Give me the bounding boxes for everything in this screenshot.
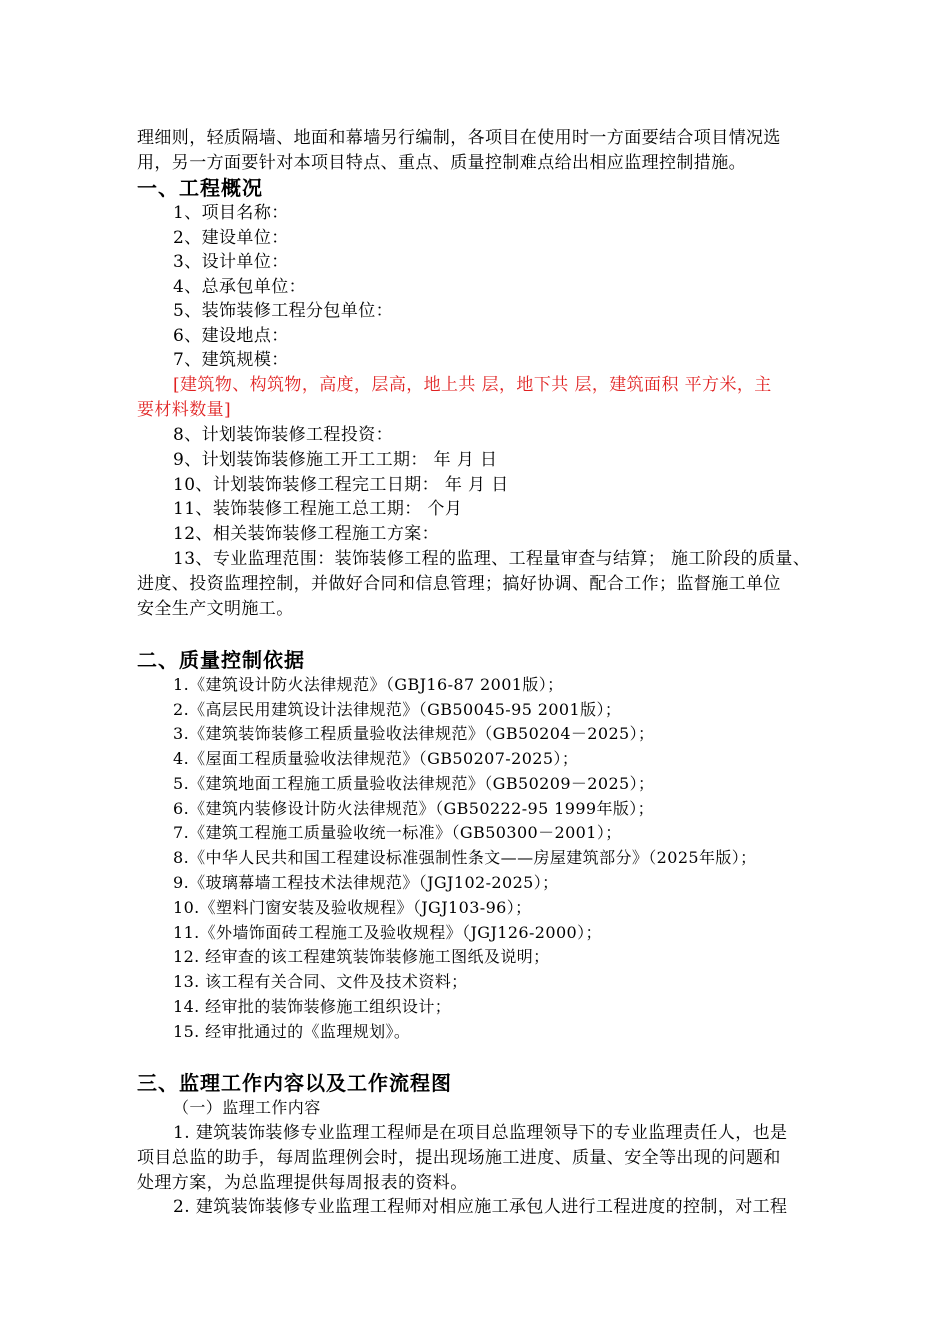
list-item: 12、相关装饰装修工程施工方案： xyxy=(173,524,440,544)
list-item: 3、设计单位： xyxy=(173,252,289,272)
paragraph-1-line-3: 处理方案，为总监理提供每周报表的资料。 xyxy=(137,1173,468,1193)
list-item: 1.《建筑设计防火法律规范》（GBJ16-87 2001版）； xyxy=(173,675,564,694)
list-item: 6、建设地点： xyxy=(173,326,289,346)
list-item: 1、项目名称： xyxy=(173,203,289,223)
list-item: 2、建设单位： xyxy=(173,228,289,248)
list-item: 5.《建筑地面工程施工质量验收法律规范》（GB50209－2025）； xyxy=(173,774,655,793)
section-1-heading: 一、工程概况 xyxy=(137,176,263,200)
item-13-line-3: 安全生产文明施工。 xyxy=(137,599,294,619)
section-2-heading: 二、质量控制依据 xyxy=(137,648,305,672)
list-item: 13. 该工程有关合同、文件及技术资料； xyxy=(173,972,468,991)
list-item: 9.《玻璃幕墙工程技术法律规范》（JGJ102-2025）； xyxy=(173,873,559,892)
list-item: 10、计划装饰装修工程完工日期： 年 月 日 xyxy=(173,475,509,495)
list-item: 11.《外墙饰面砖工程施工及验收规程》（JGJ126-2000）； xyxy=(173,923,602,942)
list-item: 3.《建筑装饰装修工程质量验收法律规范》（GB50204－2025）； xyxy=(173,724,655,743)
list-item: 12. 经审查的该工程建筑装饰装修施工图纸及说明； xyxy=(173,947,550,966)
item-13-line-1: 13、专业监理范围：装饰装修工程的监理、工程量审查与结算； 施工阶段的质量、 xyxy=(173,549,811,569)
list-item: 14. 经审批的装饰装修施工组织设计； xyxy=(173,997,452,1016)
list-item: 15. 经审批通过的《监理规划》。 xyxy=(173,1022,411,1041)
list-item: 9、计划装饰装修施工开工工期： 年 月 日 xyxy=(173,450,498,470)
list-item: 5、装饰装修工程分包单位： xyxy=(173,301,394,321)
subsection-heading: （一）监理工作内容 xyxy=(173,1098,321,1117)
list-item: 4、总承包单位： xyxy=(173,277,307,297)
intro-line-1: 理细则，轻质隔墙、地面和幕墙另行编制，各项目在使用时一方面要结合项目情况选 xyxy=(137,128,781,148)
list-item: 6.《建筑内装修设计防火法律规范》（GB50222-95 1999年版）； xyxy=(173,799,655,818)
list-item: 8.《中华人民共和国工程建设标准强制性条文——房屋建筑部分》（2025年版）； xyxy=(173,848,757,867)
list-item: 4.《屋面工程质量验收法律规范》（GB50207-2025）； xyxy=(173,749,579,768)
list-item: 7、建筑规模： xyxy=(173,350,289,370)
list-item: 10.《塑料门窗安装及验收规程》（JGJ103-96）； xyxy=(173,898,532,917)
paragraph-2-line-1: 2. 建筑装饰装修专业监理工程师对相应施工承包人进行工程进度的控制，对工程 xyxy=(173,1197,788,1217)
section-3-heading: 三、监理工作内容以及工作流程图 xyxy=(137,1071,452,1095)
item-13-line-2: 进度、投资监理控制，并做好合同和信息管理；搞好协调、配合工作；监督施工单位 xyxy=(137,574,781,594)
scale-note-line-2: 要材料数量] xyxy=(137,400,232,420)
list-item: 2.《高层民用建筑设计法律规范》（GB50045-95 2001版）； xyxy=(173,700,622,719)
list-item: 11、装饰装修工程施工总工期： 个月 xyxy=(173,499,463,519)
list-item: 8、计划装饰装修工程投资： xyxy=(173,425,394,445)
intro-line-2: 用，另一方面要针对本项目特点、重点、质量控制难点给出相应监理控制措施。 xyxy=(137,153,746,173)
list-item: 7.《建筑工程施工质量验收统一标准》（GB50300－2001）； xyxy=(173,823,622,842)
paragraph-1-line-1: 1. 建筑装饰装修专业监理工程师是在项目总监理领导下的专业监理责任人，也是 xyxy=(173,1123,788,1143)
scale-note-line-1: [建筑物、构筑物，高度，层高，地上共 层，地下共 层，建筑面积 平方米，主 xyxy=(173,375,772,395)
paragraph-1-line-2: 项目总监的助手，每周监理例会时，提出现场施工进度、质量、安全等出现的问题和 xyxy=(137,1148,781,1168)
